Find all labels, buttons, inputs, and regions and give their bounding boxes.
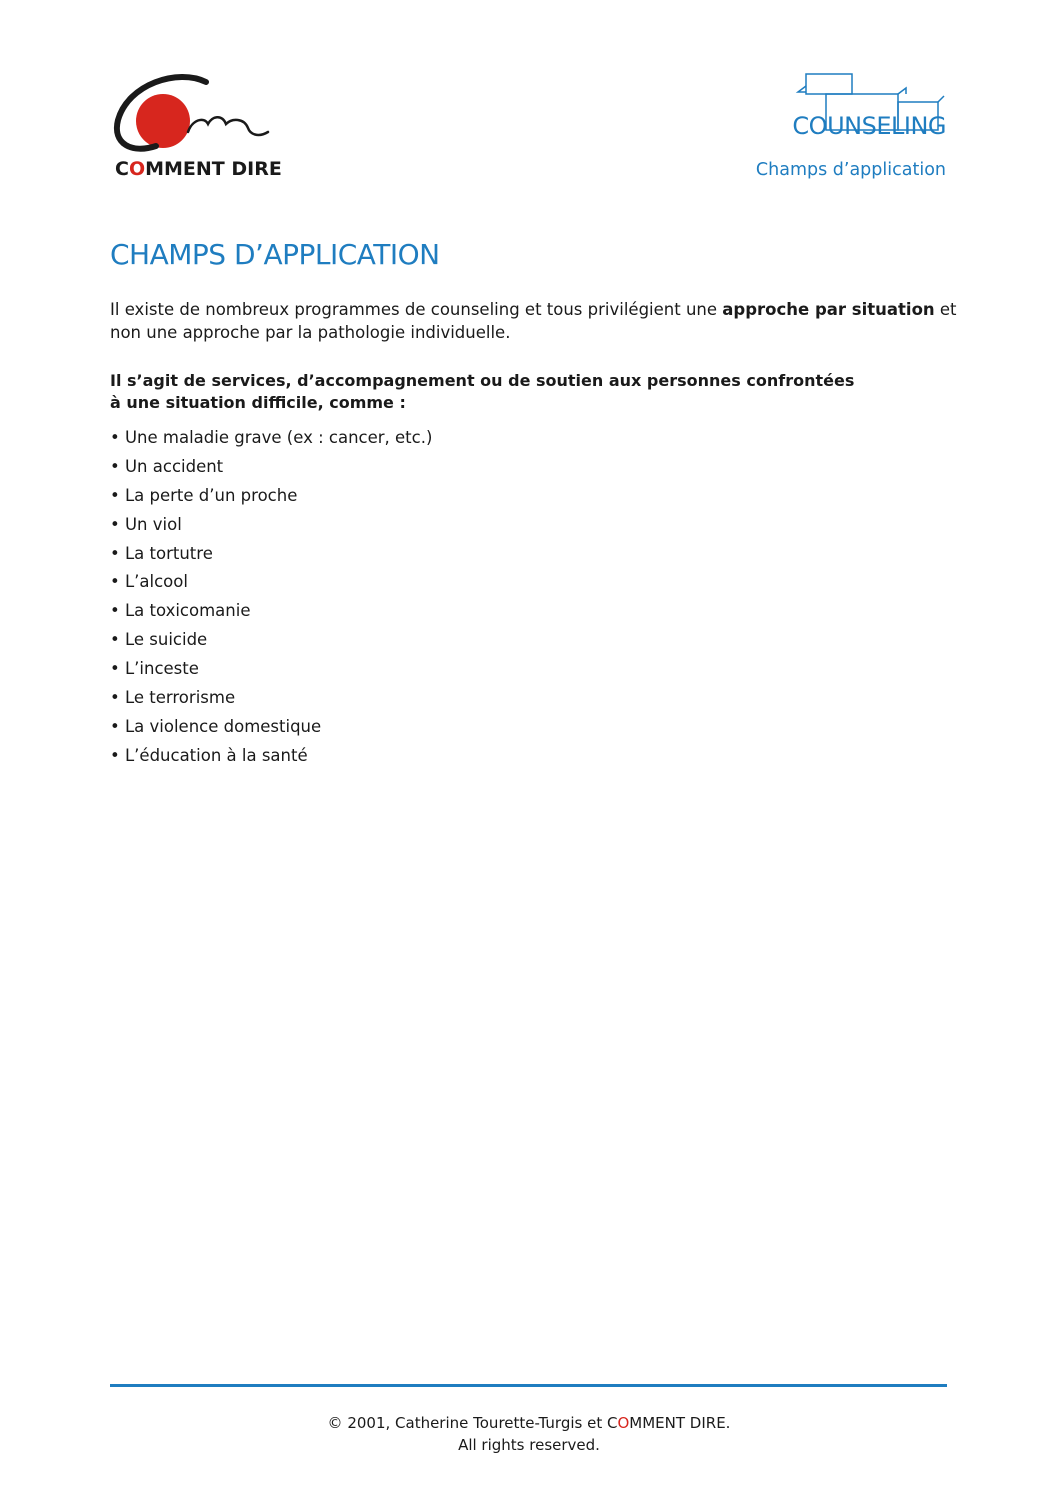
lead-paragraph <box>110 370 950 414</box>
lead-line-2: à une situation difficile, comme : <box>110 393 406 412</box>
list-item: • La violence domestique <box>110 716 322 736</box>
counseling-badge <box>756 72 946 184</box>
lead-line-1: Il s’agit de services, d’accompagnement ou de soutien aux personnes confrontées <box>110 371 855 390</box>
list-item: • Un accident <box>110 456 224 476</box>
intro-bold-text: approche par situation <box>722 300 935 319</box>
footer-divider <box>110 1384 947 1387</box>
badge-subtitle: Champs d’application <box>755 160 946 180</box>
intro-text-start: Il existe de nombreux programmes de counseling et tous privilégient une <box>110 300 723 319</box>
intro-text-end: et non une approche par la pathologie individuelle. <box>110 300 957 342</box>
copyright-line: © 2001, Catherine Tourette-Turgis et COMMENT DIRE. <box>327 1414 731 1432</box>
intro-paragraph <box>110 298 960 344</box>
list-item: • L’alcool <box>110 572 188 592</box>
list-item: • L’éducation à la santé <box>110 745 308 765</box>
badge-title: COUNSELING <box>792 112 946 140</box>
page-title: CHAMPS D’APPLICATION <box>110 238 440 271</box>
logo-wordmark: COMMENT DIRE <box>115 158 282 180</box>
list-item: • Un viol <box>110 514 182 534</box>
list-item: • La tortutre <box>110 543 213 563</box>
list-item: • La toxicomanie <box>110 601 251 621</box>
comment-dire-logo <box>108 72 308 184</box>
footer-copyright <box>0 1412 1058 1456</box>
list-item: • L’inceste <box>110 659 199 679</box>
list-item: • La perte d’un proche <box>110 485 298 505</box>
list-item: • Le suicide <box>110 630 208 650</box>
situations-list <box>110 424 432 771</box>
list-item: • Le terrorisme <box>110 688 236 708</box>
list-item: • Une maladie grave (ex : cancer, etc.) <box>110 428 433 447</box>
rights-line: All rights reserved. <box>458 1436 600 1454</box>
